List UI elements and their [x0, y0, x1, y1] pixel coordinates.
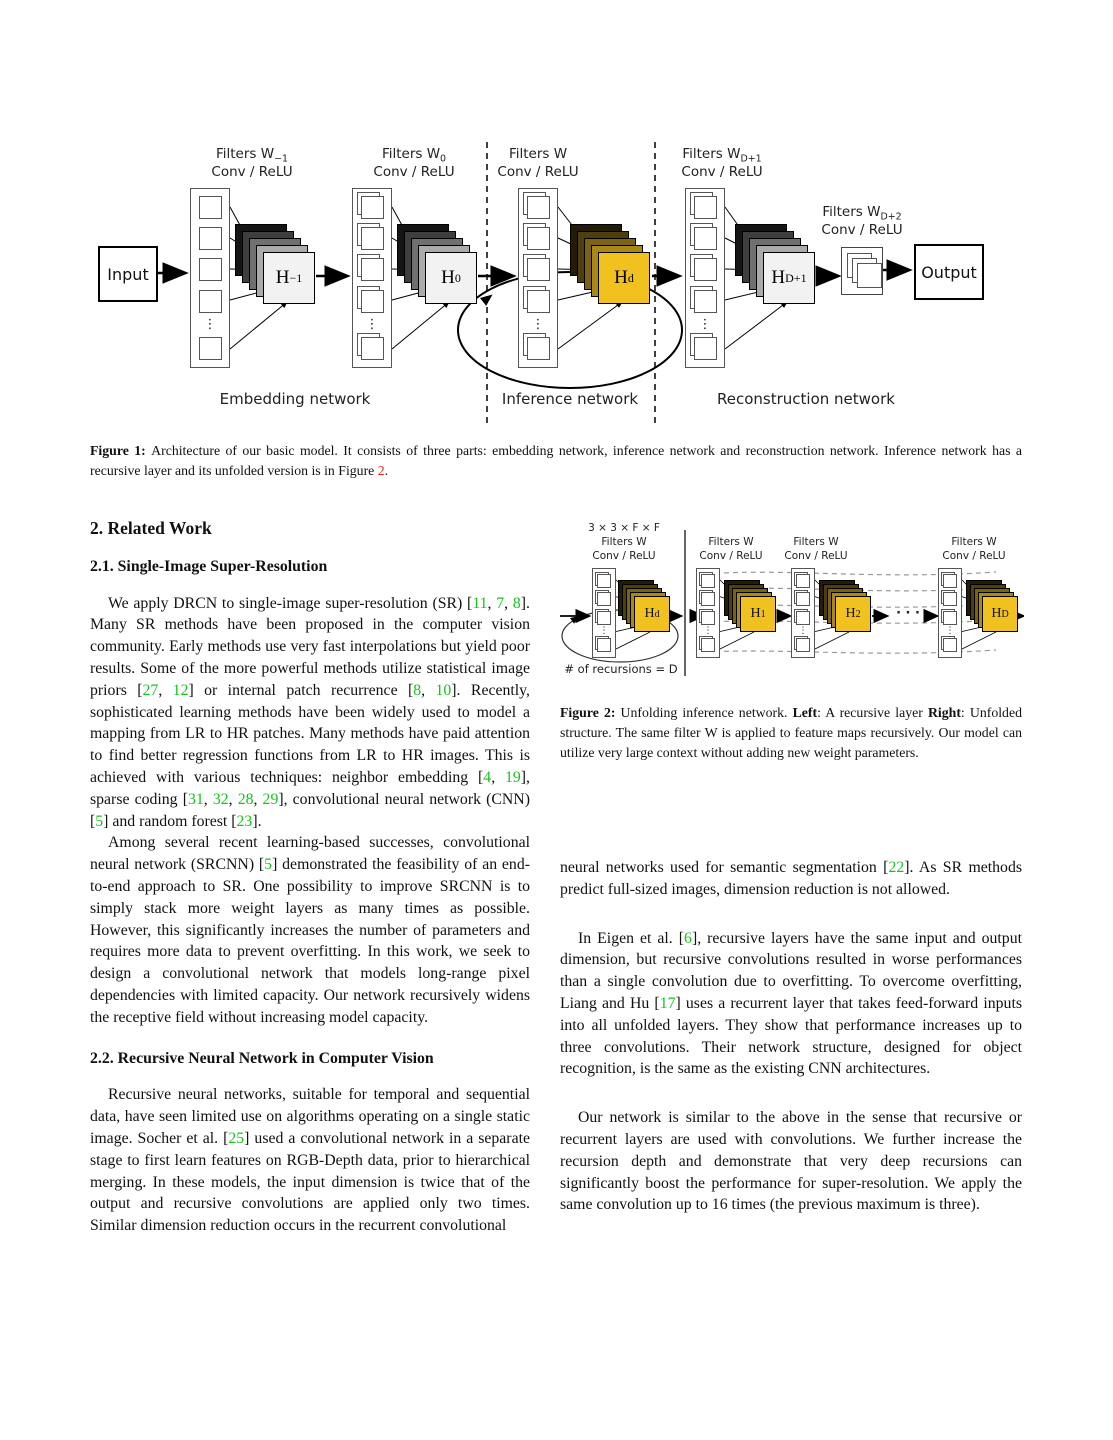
- paragraph-our-network: [560, 1107, 1022, 1216]
- fig1-final-filter-box: [841, 247, 883, 295]
- text-segment: Left: [792, 705, 818, 720]
- paragraph-gap: [560, 1080, 1022, 1107]
- fig1-region-inference: Inference network: [501, 390, 639, 408]
- fig2-stack-hD: H D: [966, 580, 1018, 632]
- text-segment: ].: [252, 812, 262, 830]
- fig2-stack-h1: H 1: [724, 580, 776, 632]
- text-segment: In Eigen et al. [: [578, 929, 685, 947]
- fig2-kernel-size-label: 3 × 3 × F × F: [588, 522, 660, 534]
- citation-link[interactable]: 4: [483, 768, 492, 786]
- citation-link[interactable]: 28: [237, 790, 254, 808]
- paragraph-segmentation-cont: [560, 857, 1022, 901]
- text-segment: ,: [203, 790, 213, 808]
- citation-link[interactable]: 31: [187, 790, 204, 808]
- text-segment: Architecture of our basic model. It consists of three parts: embedding network, inference network and reconstruction network. Inference network has a recursive layer and its unfolded version is in Figure: [90, 443, 1022, 478]
- citation-link[interactable]: 7: [496, 594, 505, 612]
- fig1-final-filters-label: Filters $W_{D+2}$: [822, 204, 902, 223]
- fig1-unit1-conv-label: Conv / ReLU: [211, 164, 293, 180]
- fig1-filter-column-2: [352, 188, 392, 368]
- text-segment: ] demonstrated the feasibility of an end-to-end approach to SR. One possibility to improve SRCNN is to simply stack more weight layers as many times as possible. However, this significantly increases the number of parameters and requires more data to prevent overfitting. In this work, we seek to design a convolutional network that models long-range pixel dependencies with limited capacity. Our network recursively widens the receptive field without increasing model capacity.: [90, 856, 530, 1026]
- text-segment: ,: [504, 594, 513, 612]
- right-column: [560, 857, 1022, 1216]
- citation-link[interactable]: 6: [684, 929, 692, 947]
- text-segment: Unfolding inference network.: [620, 705, 793, 720]
- citation-link[interactable]: 32: [212, 790, 229, 808]
- subsection-heading-rnn-cv: 2.2. Recursive Neural Network in Computer Vision: [90, 1049, 434, 1067]
- text-segment: Figure 1:: [90, 443, 152, 458]
- text-segment: ,: [487, 594, 497, 612]
- fig2-unit1-filter-column: ⋮: [696, 568, 720, 658]
- text-segment: ,: [491, 768, 505, 786]
- fig2-unit3-conv-label: Conv / ReLU: [942, 550, 1006, 562]
- fig1-unit2-conv-label: Conv / ReLU: [373, 164, 455, 180]
- fig1-filter-column-1: [190, 188, 230, 368]
- fig1-unit1-filters-label: Filters $W_{-1}$: [215, 146, 289, 165]
- citation-link[interactable]: 22: [888, 859, 905, 876]
- text-segment: .: [384, 463, 389, 478]
- fig1-output-box: Output: [914, 244, 984, 300]
- left-column: [90, 518, 530, 1237]
- fig1-feature-stack-hd: H d: [570, 224, 650, 304]
- fig2-stack-h2: H 2: [819, 580, 871, 632]
- fig1-unit4-filters-label: Filters $W_{D+1}$: [682, 146, 762, 165]
- fig1-unit3-filters-label: Filters W: [508, 146, 568, 162]
- fig1-final-conv-label: Conv / ReLU: [821, 222, 903, 238]
- text-segment: ] or internal patch recurrence [: [188, 681, 414, 699]
- text-segment: ]. Many SR methods have been proposed in the computer vision community. Early methods use very fast interpolations but yield poor results. Some of the more powerful methods utilize statistical image priors [: [90, 594, 530, 699]
- fig1-unit2-filters-label: Filters $W_0$: [381, 146, 447, 165]
- figure-2-caption: [560, 703, 1022, 763]
- citation-link[interactable]: 5: [95, 812, 104, 830]
- fig2-rec-conv-label: Conv / ReLU: [592, 550, 656, 562]
- text-segment: ,: [253, 790, 263, 808]
- text-segment: neural networks used for semantic segmentation [: [560, 859, 889, 876]
- citation-link[interactable]: 11: [472, 594, 488, 612]
- citation-link[interactable]: 23: [236, 812, 253, 830]
- citation-link[interactable]: 25: [228, 1129, 245, 1147]
- fig2-unit3-filter-column: ⋮: [938, 568, 962, 658]
- text-segment: Our network is similar to the above in the sense that recursive or recurrent layers are used with convolutions. We further increase the recursion depth and demonstrate that very deep recursions can significantly boost the performance for super-resolution. We apply the same convolution up to 16 times (the previous maximum is three).: [560, 1109, 1022, 1214]
- text-segment: Among several recent learning-based successes, convolutional neural network (SRCNN) [: [90, 834, 530, 874]
- figure-1-architecture: [90, 140, 1022, 432]
- text-segment: ], recursive layers have the same input and output dimension, but recursive convolutions resulted in worse performances than a single convolution due to overfitting. To overcome overfitting, Liang and Hu [: [560, 929, 1022, 1012]
- fig2-unit2-filter-column: ⋮: [791, 568, 815, 658]
- figure-ref-link[interactable]: 2: [377, 463, 385, 478]
- section-heading-related-work: 2. Related Work: [90, 518, 212, 538]
- fig2-unit3-filters-label: Filters W: [951, 536, 997, 548]
- vertical-dots: ⋮: [698, 316, 712, 332]
- fig1-region-reconstruction: Reconstruction network: [717, 390, 895, 408]
- citation-link[interactable]: 17: [659, 994, 676, 1012]
- citation-link[interactable]: 29: [262, 790, 279, 808]
- text-segment: Recursive neural networks, suitable for temporal and sequential data, have seen limited use on algorithms operating on a single static image. Socher et al. [: [90, 1086, 530, 1147]
- text-segment: ] used a convolutional network in a separate stage to first learn features on RGB-Depth data, prior to hierarchical merging. In these models, the input dimension is twice that of the output and recursive convolutions are applied only two times. Similar dimension reduction occurs in the recurrent convolutional: [90, 1129, 530, 1235]
- text-segment: ,: [158, 681, 173, 699]
- fig2-unit1-conv-label: Conv / ReLU: [699, 550, 763, 562]
- fig1-region-embedding: Embedding network: [219, 390, 371, 408]
- text-segment: ,: [421, 681, 436, 699]
- paragraph-gap: [560, 901, 1022, 928]
- text-segment: ], sparse coding [: [90, 768, 530, 808]
- paragraph-srcnn: [90, 832, 530, 1028]
- figure-1-caption: [90, 441, 1022, 481]
- citation-link[interactable]: 10: [435, 681, 452, 699]
- vertical-dots: ⋮: [365, 316, 379, 332]
- text-segment: Right: [927, 705, 961, 720]
- text-segment: ,: [228, 790, 238, 808]
- citation-link[interactable]: 12: [172, 681, 189, 699]
- text-segment: We apply DRCN to single-image super-resolution (SR) [: [108, 594, 473, 612]
- text-segment: : Unfolded structure. The same filter W is applied to feature maps recursively. Our model can utilize very large context without adding new weight parameters.: [560, 705, 1022, 760]
- fig1-feature-stack-h0: H 0: [397, 224, 477, 304]
- fig2-unit2-filters-label: Filters W: [793, 536, 839, 548]
- citation-link[interactable]: 8: [413, 681, 422, 699]
- fig1-unit3-conv-label: Conv / ReLU: [497, 164, 579, 180]
- citation-link[interactable]: 5: [264, 856, 273, 874]
- fig2-horizontal-dots: · · ·: [896, 606, 920, 621]
- fig2-unit2-conv-label: Conv / ReLU: [784, 550, 848, 562]
- text-segment: ] and random forest [: [103, 812, 237, 830]
- fig1-filter-column-3: [518, 188, 558, 368]
- text-segment: ] uses a recurrent layer that takes feed-forward inputs into all unfolded layers. They show that performance increases up to three convolutions. Their network structure, designed for object recognition, is the same as the existing CNN architectures.: [560, 994, 1022, 1078]
- text-segment: ]. As SR methods predict full-sized images, dimension reduction is not allowed.: [560, 859, 1022, 898]
- text-segment: : A recursive layer: [817, 705, 928, 720]
- fig1-unit4-conv-label: Conv / ReLU: [681, 164, 763, 180]
- subsection-heading-sisr: 2.1. Single-Image Super-Resolution: [90, 557, 328, 575]
- text-segment: ]. Recently, sophisticated learning methods have been widely used to model a mapping from LR to HR patches. Many methods have paid attention to find better regression functions from LR to HR images. This is achieved with various techniques: neighbor embedding [: [90, 681, 530, 786]
- paragraph-sr-overview: [90, 593, 530, 833]
- fig2-rec-filter-column: ⋮: [592, 568, 616, 658]
- fig1-feature-stack-h-minus1: H −1: [235, 224, 315, 304]
- fig2-recursions-label: # of recursions = D: [564, 662, 678, 676]
- citation-link[interactable]: 27: [142, 681, 159, 699]
- citation-link[interactable]: 19: [504, 768, 521, 786]
- vertical-dots: ⋮: [203, 316, 217, 332]
- paragraph-recursive-nets: [90, 1084, 530, 1237]
- fig2-rec-filters-label: Filters W: [601, 536, 647, 548]
- fig2-unit1-filters-label: Filters W: [708, 536, 754, 548]
- fig2-stack-hd: H d: [618, 580, 670, 632]
- vertical-dots: ⋮: [531, 316, 545, 332]
- paragraph-eigen: [560, 928, 1022, 1081]
- text-segment: ], convolutional neural network (CNN) [: [90, 790, 530, 830]
- text-segment: Figure 2:: [560, 705, 621, 720]
- fig1-filter-column-4: [685, 188, 725, 368]
- fig1-input-box: Input: [98, 246, 158, 302]
- citation-link[interactable]: 8: [512, 594, 521, 612]
- figure-2-unfolding: [556, 524, 1024, 692]
- fig1-feature-stack-hd1: H D+1: [735, 224, 815, 304]
